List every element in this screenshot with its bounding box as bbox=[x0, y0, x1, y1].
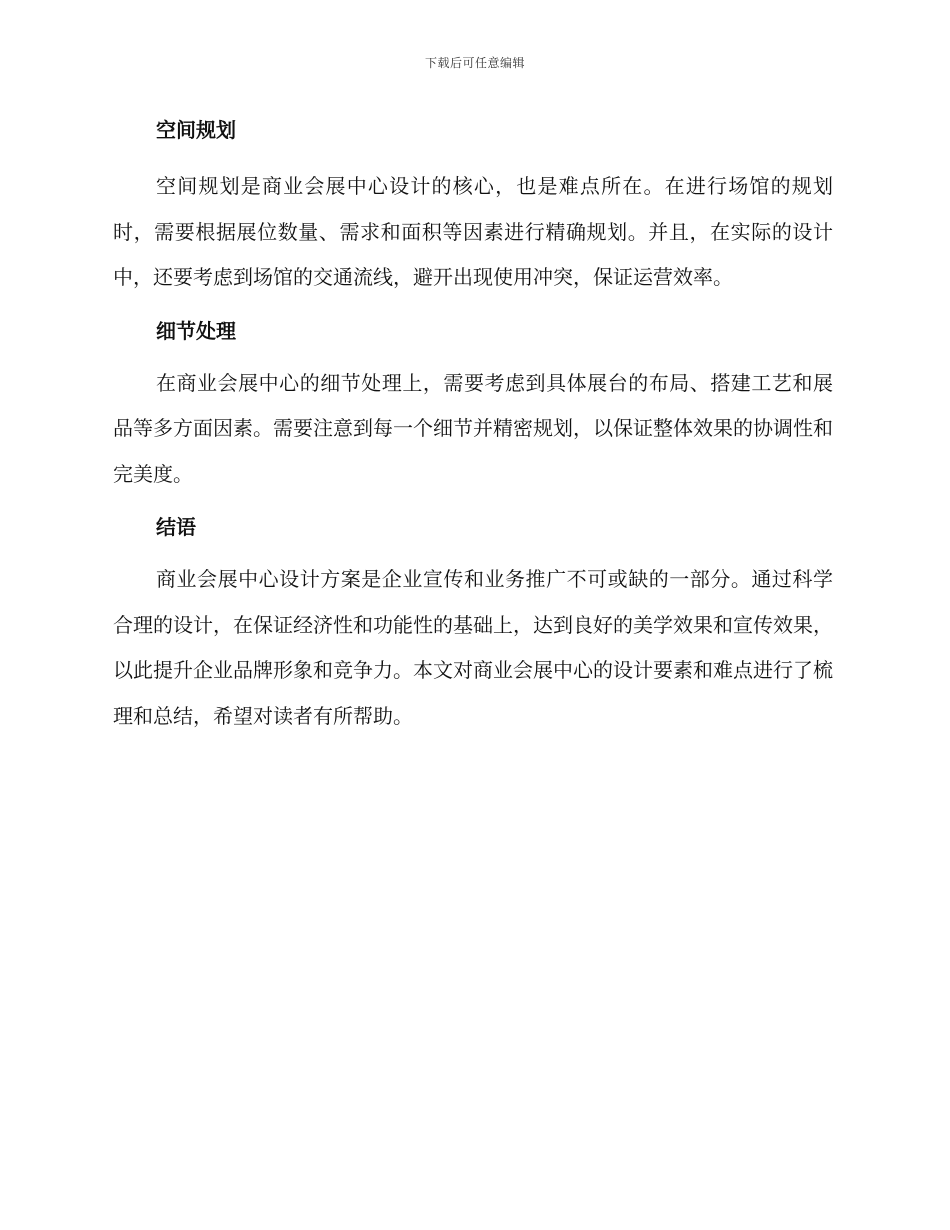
section-paragraph-space-planning: 空间规划是商业会展中心设计的核心，也是难点所在。在进行场馆的规划时，需要根据展位数量、需求和面积等因素进行精确规划。并且，在实际的设计中，还要考虑到场馆的交通流线，避开出现使用冲突，保证运营效率。 bbox=[113, 174, 833, 289]
section-title-conclusion: 结语 bbox=[156, 515, 196, 539]
section-paragraph-detail-handling: 在商业会展中心的细节处理上，需要考虑到具体展台的布局、搭建工艺和展品等多方面因素。需要注意到每一个细节并精密规划，以保证整体效果的协调性和完美度。 bbox=[113, 370, 833, 486]
section-title-space-planning: 空间规划 bbox=[156, 118, 236, 142]
section-paragraph-conclusion: 商业会展中心设计方案是企业宣传和业务推广不可或缺的一部分。通过科学合理的设计，在保证经济性和功能性的基础上，达到良好的美学效果和宣传效果，以此提升企业品牌形象和竞争力。本文对商业会展中心的设计要素和难点进行了梳理和总结，希望对读者有所帮助。 bbox=[113, 567, 833, 728]
header-note: 下载后可任意编辑 bbox=[424, 56, 525, 70]
document-body bbox=[113, 112, 833, 739]
section-title-detail-handling: 细节处理 bbox=[156, 318, 236, 343]
